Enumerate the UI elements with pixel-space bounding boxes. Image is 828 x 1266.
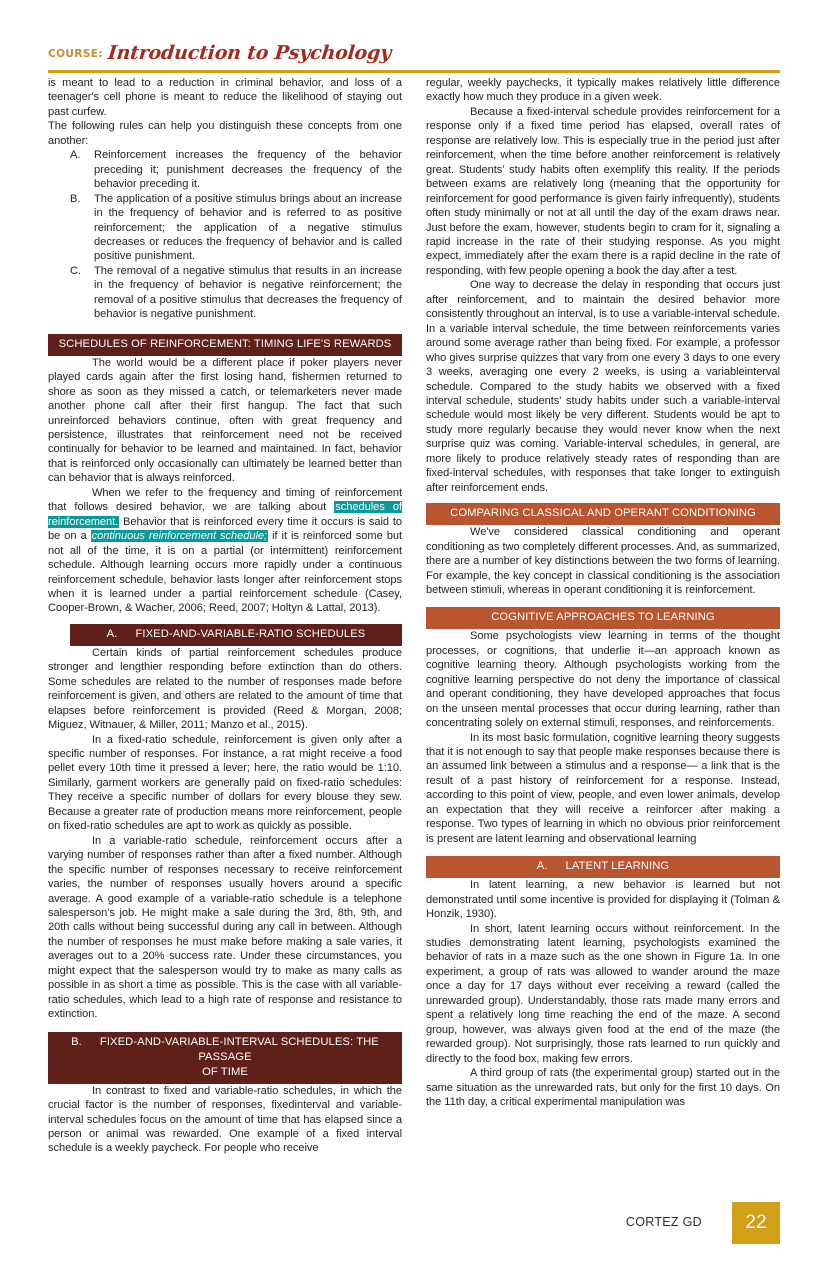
paragraph: In latent learning, a new behavior is learned but not demonstrated until some incentive is provided for displaying it (Tolman & Honzik, 1930). <box>426 879 780 921</box>
list-item <box>70 264 402 322</box>
paragraph-text-b: Behavior that is reinforced every time it occurs is said to be on a <box>48 515 402 543</box>
subsection-letter: A. <box>536 860 548 873</box>
course-label: COURSE: <box>48 48 103 60</box>
page-footer <box>48 1202 780 1244</box>
paragraph: is meant to lead to a reduction in criminal behavior, and loss of a teenager's cell phone is meant to reduce the likelihood of staying out past curfew. <box>48 77 402 118</box>
highlight-schedules-of-reinforcement: schedules of reinforcement. <box>48 501 402 528</box>
list-item <box>70 148 402 191</box>
paragraph: Certain kinds of partial reinforcement schedules produce stronger and lengthier responding before extinction than do others. Some schedules are related to the number of responses made before reinforcement is given, and others are related to the amount of time that elapses before reinforcement is provided (Reed & Morgan, 2008; Miguez, Witnauer, & Miller, 2011; Manzo et al., 2015). <box>48 646 402 732</box>
paragraph: Some psychologists view learning in terms of the thought processes, or cognitions, that underlie it—an approach known as cognitive learning theory. Although psychologists working from the cognitive learning perspective do not deny the importance of classical and operant conditioning, they have developed approaches that focus on the unseen mental processes that occur during learning, rather than concentrating solely on external stimuli, responses, and reinforcements. <box>426 630 780 730</box>
list-item-label: Reinforcement increases the frequency of the behavior preceding it; punishment decreases the frequency of the behavior preceding it. <box>94 149 402 191</box>
page-number-badge: 22 <box>732 1202 780 1244</box>
left-column <box>48 76 402 1176</box>
paragraph: One way to decrease the delay in responding that occurs just after reinforcement, and to maintain the desired behavior more consistently throughout an interval, is to use a variable-interval schedule. In a variable interval schedule, the time between reinforcements varies around some average rather than being fixed. For example, a professor who gives surprise quizzes that vary from one every 3 days to one every 3 weeks, averaging one every 2 weeks, is using a variableinterval schedule. Compared to the study habits we observed with a fixed interval schedule, students' study habits under such a variable-interval schedule would most likely be very different. Students would be apt to study more regularly because they would never know when the next surprise quiz was coming. Variable-interval schedules, in general, are more likely to produce relatively steady rates of responding than are fixed-interval schedules, with responses that take longer to extinguish after reinforcement ends. <box>426 279 780 494</box>
paragraph-text-c: if it is reinforced some but not all of the time, it is on a partial (or intermittent) reinforcement schedule. Although learning occurs more rapidly under a continuous reinforcement schedule, behavior lasts longer after reinforcement stops when it is learned under a partial reinforcement schedule (Casey, Cooper-Brown, & Wacher, 2006; Reed, 2007; Holtyn & Lattal, 2013). <box>48 530 402 615</box>
paragraph: In a variable-ratio schedule, reinforcement occurs after a varying number of responses rather than after a fixed number. Although the specific number of responses necessary to receive reinforcement varies, the number of responses usually hovers around a specific average. A good example of a variable-ratio schedule is a telephone salesperson's job. He might make a sale during the 3rd, 8th, 9th, and 20th calls without being successful during any call in between. Although the number of responses he must make before making a sale varies, it averages out to a 20% success rate. Under these circumstances, you might expect that the salesperson would try to make as many calls as possible in as short a time as possible. This is the case with all variable-ratio schedules, which lead to a high rate of response and resistance to extinction. <box>48 834 402 1021</box>
subsection-heading-latent-learning <box>426 856 780 878</box>
course-title: Introduction to Psychology <box>106 42 393 64</box>
paragraph: The following rules can help you distinguish these concepts from one another: <box>48 120 402 147</box>
highlight-continuous-reinforcement-schedule: continuous reinforcement schedule; <box>91 530 268 543</box>
list-item-marker: C. <box>70 264 82 277</box>
page-header <box>48 42 780 70</box>
section-heading-schedules-of-reinforcement: SCHEDULES OF REINFORCEMENT: TIMING LIFE'S REWARDS <box>48 334 402 356</box>
paragraph: regular, weekly paychecks, it typically makes relatively little difference exactly how much they produce in a given week. <box>426 77 780 104</box>
section-heading-comparing-classical-and-operant: COMPARING CLASSICAL AND OPERANT CONDITIONING <box>426 503 780 525</box>
subsection-title-line1: FIXED-AND-VARIABLE-INTERVAL SCHEDULES: THE PASSAGE <box>99 1035 379 1063</box>
list-item <box>70 192 402 264</box>
paragraph: The world would be a different place if poker players never played cards again after the first losing hand, fishermen returned to shore as soon as they missed a catch, or telemarketers never made another phone call after their first hangup. The fact that such unreinforced behaviors continue, often with great frequency and persistence, illustrates that reinforcement need not be received continually for behavior to be learned and maintained. In fact, behavior that is reinforced only occasionally can ultimately be learned better than can behavior that is always reinforced. <box>48 356 402 485</box>
paragraph: In short, latent learning occurs without reinforcement. In the studies demonstrating latent learning, psychologists examined the behavior of rats in a maze such as the one shown in Figure 1a. In one experiment, a group of rats was allowed to wander around the maze once a day for 17 days without ever receiving a reward (called the unrewarded group). Understandably, those rats made many errors and spent a relatively long time reaching the end of the maze. A second group, however, was always given food at the end of the maze (the rewarded group). Not surprisingly, those rats learned to run quickly and directly to the food box, making few errors. <box>426 922 780 1065</box>
subsection-heading-fixed-and-variable-interval <box>48 1032 402 1084</box>
list-item-label: The removal of a negative stimulus that results in an increase in the frequency of behavior is negative reinforcement; the removal of a positive stimulus that decreases the frequency of behavior is negative punishment. <box>94 264 402 321</box>
subsection-heading-fixed-and-variable-ratio <box>70 624 402 646</box>
section-heading-cognitive-approaches-to-learning: COGNITIVE APPROACHES TO LEARNING <box>426 607 780 629</box>
paragraph-text-a: When we refer to the frequency and timing of reinforcement that follows desired behavior, we are talking about <box>48 486 402 514</box>
paragraph: We've considered classical conditioning and operant conditioning as two completely different processes. And, as summarized, there are a number of key distinctions between the two forms of learning. For example, the key concept in classical conditioning is the association between stimuli, whereas in operant conditioning it is reinforcement. <box>426 526 781 596</box>
header-divider-rule <box>48 70 780 73</box>
paragraph: A third group of rats (the experimental group) started out in the same situation as the unrewarded rats, but only for the first 10 days. On the 11th day, a critical experimental manipulation was <box>426 1067 780 1108</box>
lettered-list <box>48 148 402 321</box>
list-item-marker: B. <box>70 192 81 205</box>
subsection-letter: A. <box>106 627 118 640</box>
two-column-body <box>48 76 780 1176</box>
subsection-letter: B. <box>71 1035 82 1048</box>
subsection-title: LATENT LEARNING <box>565 860 670 873</box>
list-item-marker: A. <box>70 149 81 162</box>
paragraph-with-highlights <box>48 486 402 616</box>
footer-author: CORTEZ GD <box>625 1215 702 1229</box>
paragraph: In contrast to fixed and variable-ratio schedules, in which the crucial factor is the number of responses, fixedinterval and variable-interval schedules focus on the amount of time that has elapsed since a person or animal was rewarded. One example of a fixed interval schedule is a weekly paycheck. For people who receive <box>48 1084 402 1155</box>
right-column <box>426 76 780 1176</box>
list-item-label: The application of a positive stimulus brings about an increase in the frequency of behavior and is referred to as positive reinforcement; the application of a negative stimulus decreases or reduces the frequency of behavior and is called positive punishment. <box>94 192 402 263</box>
paragraph: In its most basic formulation, cognitive learning theory suggests that it is not enough to say that people make responses because there is an assumed link between a stimulus and a response— a link that is the result of a past history of reinforcement for a response. Instead, according to this point of view, people, and even lower animals, develop an expectation that they will receive a reinforcer after making a response. Two types of learning in which no obvious prior reinforcement is present are latent learning and observational learning <box>426 731 780 845</box>
subsection-title: FIXED-AND-VARIABLE-RATIO SCHEDULES <box>135 627 366 640</box>
paragraph: In a fixed-ratio schedule, reinforcement is given only after a specific number of responses. For instance, a rat might receive a food pellet every 10th time it pressed a lever; here, the ratio would be 1:10. Similarly, garment workers are generally paid on fixed-ratio schedules: They receive a specific number of dollars for every blouse they sew. Because a greater rate of production means more reinforcement, people on fixed-ratio schedules are apt to work as quickly as possible. <box>48 733 402 833</box>
paragraph: Because a fixed-interval schedule provides reinforcement for a response only if a fixed time period has elapsed, overall rates of response are relatively low. This is especially true in the period just after reinforcement, when the time before another reinforcement is relatively great. Students' study habits often exemplify this reality. If the periods between exams are relatively long (meaning that the opportunity for reinforcement for good performance is given fairly infrequently), students often study minimally or not at all until the day of the exam draws near. Just before the exam, however, students begin to cram for it, signaling a rapid increase in the rate of their studying response. As you might expect, immediately after the exam there is a rapid decline in the rate of responding, with few people opening a book the day after a test. <box>426 105 780 277</box>
subsection-title-line2: OF TIME <box>202 1065 248 1078</box>
